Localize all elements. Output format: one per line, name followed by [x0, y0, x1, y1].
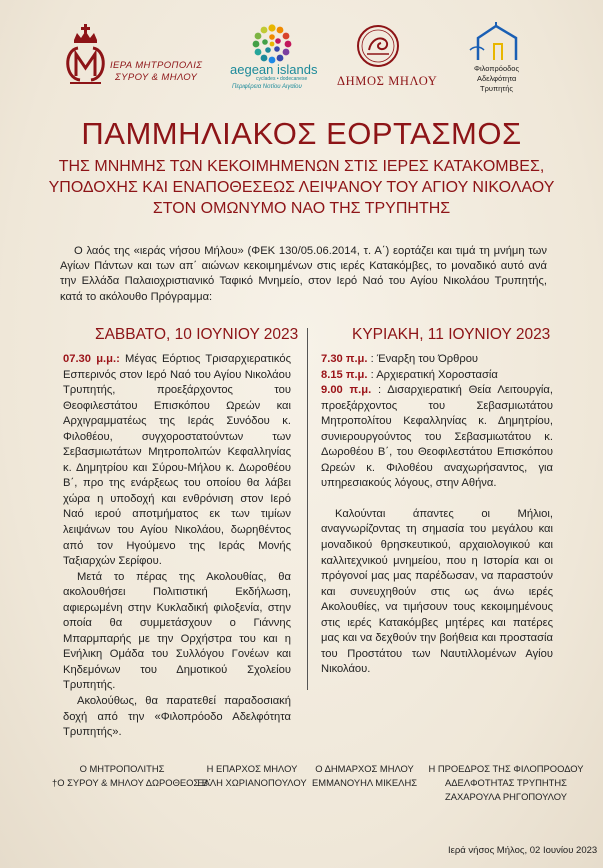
- right-text-3: : Δισαρχιερατική Θεία Λειτουργία, προεξάρχοντος του Σεβασμιωτάτου Μητροπολίτου Κεφαλληνίας κ. Δημητρίου, συνιερουργούντος του Σεβασμιωτάτου κ. Δωροθέου Β΄, του Θεοφιλεστάτου Επισκόπου Ωρεών κ. Φιλοθέου αναχωρήσαντος, για υπηρεσιακούς λόγους, στην Αθήνα.: [321, 384, 553, 490]
- right-time-1: 7.30 π.μ.: [321, 353, 368, 365]
- right-day-heading: ΚΥΡΙΑΚΗ, 11 ΙΟΥΝΙΟΥ 2023: [352, 326, 551, 343]
- metropolis-text-2: ΣΥΡΟΥ & ΜΗΛΟΥ: [115, 72, 198, 83]
- dimos-seal-icon: [333, 22, 423, 72]
- metropolis-logo: [62, 22, 203, 92]
- dimos-milou-logo: [333, 22, 438, 92]
- right-para-2: Καλούνται άπαντες οι Μήλιοι, αναγνωρίζοντας τη σημασία του μεγάλου και μοναδικού θρησκευτικού, αρχαιολογικού και καλλιτεχνικού μνημείου, που η Ιστορία και οι πρόγονοί μας μας παρέδωσαν, να παραστούν και συνευχηθούν στις ως άνω ιερές Ακολουθίες, να τιμήσουν τους κεκοιμημένους στις ιερές Κατακόμβες μητέρες και πατέρες μας και να δεχθούν την βοήθεια και προστασία του Προστάτου των Ναυτιλλομένων Αγίου Νικολάου.: [321, 507, 553, 676]
- column-divider: [307, 328, 308, 690]
- signature-president: [420, 762, 592, 804]
- right-text-1: : Έναρξη του Όρθρου: [367, 353, 479, 365]
- aegean-text: aegean islands: [230, 62, 318, 77]
- left-day-heading: ΣΑΒΒΑΤΟ, 10 ΙΟΥΝΙΟΥ 2023: [95, 326, 299, 343]
- friends-text-1: Φιλοπρόοδος: [474, 64, 520, 73]
- signature-role: Η ΕΠΑΡΧΟΣ ΜΗΛΟΥ: [206, 763, 298, 774]
- friends-association-logo: [466, 22, 536, 96]
- aegean-tagline: cyclades • dodecanese: [256, 76, 308, 82]
- right-event-3: [321, 383, 553, 492]
- left-event-1: [63, 352, 291, 570]
- friends-text-2: Αδελφότητα: [477, 74, 517, 83]
- left-column: [63, 352, 291, 741]
- church-outline-icon: [466, 22, 536, 62]
- signature-name: ΕΛΛΗ ΧΩΡΙΑΝΟΠΟΥΛΟΥ: [197, 777, 307, 788]
- signature-metropolitan: [52, 762, 212, 790]
- signature-eparch: [197, 762, 307, 790]
- intro-paragraph: Ο λαός της «ιεράς νήσου Μήλου» (ΦΕΚ 130/05.06.2014, τ. Α΄) εορτάζει και τιμά τη μνήμη των Αγίων Πάντων και των απ΄ αιώνων κεκοιμημένων στις ιερές Κατακόμβες, το μοναδικό αυτό ανά την Ελλάδα Παλαιοχριστιανικό Ταφικό Μνημείο, στον Ιερό Ναό του Αγίου Νικολάου Τρυπητής, κατά το ακόλουθο Πρόγραμμα:: [60, 245, 547, 303]
- friends-text-3: Τρυπητής: [480, 84, 514, 93]
- signature-name: †Ο ΣΥΡΟΥ & ΜΗΛΟΥ ΔΩΡΟΘΕΟΣ Β΄: [52, 777, 212, 788]
- right-text-2: : Αρχιερατική Χοροστασία: [367, 368, 498, 381]
- signature-extra: ΖΑΧΑΡΟΥΛΑ ΡΗΓΟΠΟΥΛΟΥ: [445, 791, 567, 802]
- signature-role: Η ΠΡΟΕΔΡΟΣ ΤΗΣ ΦΙΛΟΠΡΟΟΔΟΥ: [428, 763, 584, 774]
- subtitle-line-2: ΥΠΟΔΟΧΗΣ ΚΑΙ ΕΝΑΠΟΘΕΣΕΩΣ ΛΕΙΨΑΝΟΥ ΤΟΥ ΑΓΙΟΥ ΝΙΚΟΛΑΟΥ: [48, 179, 555, 196]
- signature-name: ΑΔΕΛΦΟΤΗΤΑΣ ΤΡΥΠΗΤΗΣ: [445, 777, 567, 788]
- signature-name: ΕΜΜΑΝΟΥΗΛ ΜΙΚΕΛΗΣ: [312, 777, 418, 788]
- dimos-text: ΔΗΜΟΣ ΜΗΛΟΥ: [337, 74, 438, 88]
- subtitle-line-3: ΣΤΟΝ ΟΜΩΝΥΜΟ ΝΑΟ ΤΗΣ ΤΡΥΠΗΤΗΣ: [152, 200, 451, 217]
- dots-circle-icon: [226, 22, 318, 66]
- subtitle-line-1: ΤΗΣ ΜΝΗΜΗΣ ΤΩΝ ΚΕΚΟΙΜΗΜΕΝΩΝ ΣΤΙΣ ΙΕΡΕΣ ΚΑΤΑΚΟΜΒΕΣ,: [58, 158, 545, 175]
- right-time-2: 8.15 π.μ.: [321, 368, 368, 381]
- issue-date: Ιερά νήσος Μήλος, 02 Ιουνίου 2023: [448, 845, 598, 856]
- page-title: ΠΑΜΜΗΛΙΑΚΟΣ ΕΟΡΤΑΣΜΟΣ: [81, 116, 522, 151]
- right-column: [321, 352, 553, 678]
- signature-mayor: [312, 762, 417, 790]
- signature-role: Ο ΔΗΜΑΡΧΟΣ ΜΗΛΟΥ: [315, 763, 414, 774]
- aegean-region: Περιφέρεια Νοτίου Αιγαίου: [232, 84, 302, 90]
- metropolis-text-1: ΙΕΡΑ ΜΗΤΡΟΠΟΛΙΣ: [110, 60, 203, 71]
- right-time-3: 9.00 π.μ.: [321, 384, 372, 397]
- left-time-1: 07.30 μ.μ.:: [63, 353, 120, 365]
- right-event-1: [321, 352, 553, 368]
- left-para-3: Ακολούθως, θα παρατεθεί παραδοσιακή δοχή από την «Φιλοπρόοδο Αδελφότητα Τρυπητής».: [63, 695, 291, 739]
- aegean-islands-logo: [226, 22, 318, 92]
- subtitle: [0, 156, 603, 219]
- right-event-2: [321, 368, 553, 384]
- left-para-2: Μετά το πέρας της Ακολουθίας, θα ακολουθήσει Πολιτιστική Εκδήλωση, αφιερωμένη στην Κυκλαδική φιλοξενία, στην οποία θα συμμετάσχουν ο Γιάννης Μπαρμπαρής με την Ορχήστρα του και η Ενήλικη Ομάδα του Συλλόγου Γονέων και Κηδεμόνων του Δημοτικού Σχολείου Τρυπητής.: [63, 570, 291, 692]
- logos-row: [0, 22, 603, 98]
- left-text-1: Μέγας Εόρτιος Τρισαρχιερατικός Εσπερινός στον Ιερό Ναό του Αγίου Νικολάου Τρυπητής, προεξάρχοντος του Θεοφιλεστάτου Επισκόπου Ωρεών και Αρχιγραμματέως της Ιεράς Συνόδου κ. Φιλοθέου, συγχοροστατούντων των Σεβασμιωτάτων Μητροπολιτών Κεφαλληνίας κ. Δημητρίου και Σύρου-Μήλου κ. Δωροθέου Β΄, προ της ενάρξεως του οποίου θα λάβει χώρα η υποδοχή και ενθρόνιση στον Ιερό Ναό ιερού αποτμήματος εκ των τιμίων λειψάνων του Αγίου Νικολάου, δωρηθέντος από τον Ηγούμενο της Ιεράς Μονής Ταξιαρχών Σερίφου.: [63, 353, 291, 568]
- signature-role: Ο ΜΗΤΡΟΠΟΛΙΤΗΣ: [79, 763, 165, 774]
